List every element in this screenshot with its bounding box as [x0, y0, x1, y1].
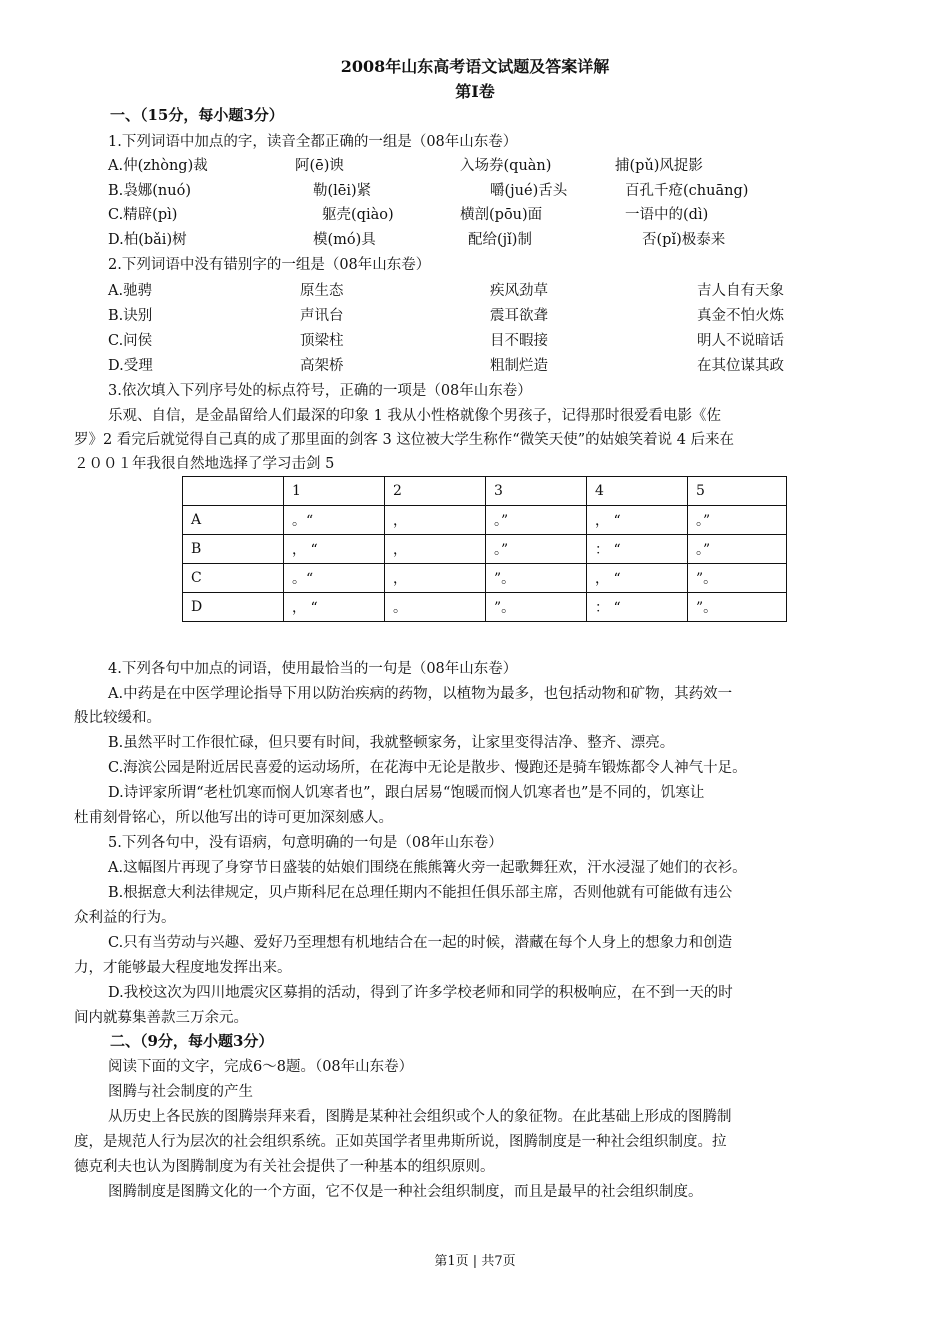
- page-footer: 第1页 | 共7页: [434, 1254, 516, 1269]
- article-line-1: 从历史上各民族的图腾崇拜来看，图腾是某种社会组织或个人的象征物。在此基础上形成的图腾制: [108, 1109, 732, 1125]
- q2-a-3: 疾风劲草: [490, 283, 548, 299]
- q4-line-5: D.诗评家所谓“老杜饥寒而悯人饥寒者也”，跟白居易“饱暖而悯人饥寒者也”是不同的，饥寒让: [108, 785, 705, 801]
- table-cell: ”。: [688, 593, 787, 622]
- document-subtitle: 第Ⅰ卷: [455, 82, 495, 101]
- table-cell: ， “: [284, 535, 385, 564]
- q1-b-4: 百孔千疮(chuāng): [625, 183, 749, 199]
- q1-b-3: 嚼(jué)舌头: [490, 183, 568, 199]
- q1-c-2: 躯壳(qiào): [322, 207, 394, 223]
- table-cell: ： “: [587, 593, 688, 622]
- q1-stem: 1.下列词语中加点的字，读音全都正确的一组是（08年山东卷）: [108, 134, 518, 150]
- table-cell: 。”: [688, 535, 787, 564]
- q2-d-4: 在其位谋其政: [697, 358, 784, 374]
- table-cell: [183, 477, 284, 506]
- q1-a-1: A.仲(zhòng)裁: [108, 158, 208, 174]
- table-cell: ，: [385, 535, 486, 564]
- table-cell: D: [183, 593, 284, 622]
- q1-c-3: 横剖(pōu)面: [460, 207, 543, 223]
- q3-punctuation-table: [182, 476, 787, 622]
- q4-line-4: C.海滨公园是附近居民喜爱的运动场所，在花海中无论是散步、慢跑还是骑车锻炼都令人神气十足。: [108, 760, 747, 776]
- table-cell: 2: [385, 477, 486, 506]
- q1-c-1: C.精辟(pì): [108, 207, 178, 223]
- q2-b-2: 声讯台: [300, 308, 344, 324]
- table-cell: B: [183, 535, 284, 564]
- table-cell: ： “: [587, 535, 688, 564]
- q3-passage-line-3: ２００１年我很自然地选择了学习击剑 5: [74, 456, 335, 472]
- article-line-4: 图腾制度是图腾文化的一个方面，它不仅是一种社会组织制度，而且是最早的社会组织制度。: [108, 1184, 703, 1200]
- q1-d-1: D.柏(bǎi)树: [108, 232, 187, 248]
- q2-c-2: 顶梁柱: [300, 333, 344, 349]
- article-line-3: 德克利夫也认为图腾制度为有关社会提供了一种基本的组织原则。: [74, 1159, 495, 1175]
- table-row: [183, 535, 787, 564]
- table-cell: 3: [486, 477, 587, 506]
- table-row: [183, 506, 787, 535]
- q2-a-4: 吉人自有天象: [697, 283, 784, 299]
- q5-line-2: B.根据意大利法律规定，贝卢斯科尼在总理任期内不能担任俱乐部主席，否则他就有可能做有违公: [108, 885, 733, 901]
- q1-b-2: 勒(lēi)紧: [313, 183, 372, 199]
- q2-d-1: D.受理: [108, 358, 153, 374]
- table-cell: ，: [385, 506, 486, 535]
- q2-d-2: 高架桥: [300, 358, 344, 374]
- table-cell: 。“: [284, 506, 385, 535]
- q4-stem: 4.下列各句中加点的词语，使用最恰当的一句是（08年山东卷）: [108, 661, 518, 677]
- table-cell: 。”: [688, 506, 787, 535]
- table-cell: ”。: [486, 564, 587, 593]
- table-cell: ”。: [688, 564, 787, 593]
- q1-a-4: 捕(pǔ)风捉影: [615, 158, 703, 174]
- table-cell: 。“: [284, 564, 385, 593]
- table-row: [183, 593, 787, 622]
- q2-c-4: 明人不说暗话: [697, 333, 784, 349]
- section-2-heading: 二、（9分，每小题3分）: [110, 1032, 274, 1050]
- q3-passage-line-1: 乐观、自信，是金晶留给人们最深的印象 1 我从小性格就像个男孩子，记得那时很爱看电影《佐: [108, 408, 721, 424]
- table-cell: 。”: [486, 506, 587, 535]
- table-cell: 1: [284, 477, 385, 506]
- table-cell: ， “: [284, 593, 385, 622]
- q1-d-2: 模(mó)具: [313, 232, 376, 248]
- q2-b-1: B.诀别: [108, 308, 153, 324]
- table-cell: 4: [587, 477, 688, 506]
- table-cell: 。”: [486, 535, 587, 564]
- table-cell: C: [183, 564, 284, 593]
- q2-d-3: 粗制烂造: [490, 358, 548, 374]
- table-cell: 。: [385, 593, 486, 622]
- q4-line-1: A.中药是在中医学理论指导下用以防治疾病的药物，以植物为最多，也包括动物和矿物，其药效一: [108, 686, 733, 702]
- article-title: 图腾与社会制度的产生: [108, 1084, 253, 1100]
- q5-line-7: 间内就募集善款三万余元。: [74, 1010, 248, 1026]
- q2-a-2: 原生态: [300, 283, 344, 299]
- table-header-row: [183, 477, 787, 506]
- table-cell: A: [183, 506, 284, 535]
- q5-line-6: D.我校这次为四川地震灾区募捐的活动，得到了许多学校老师和同学的积极响应，在不到一天的时: [108, 985, 733, 1001]
- q5-line-3: 众利益的行为。: [74, 910, 176, 926]
- table-cell: 5: [688, 477, 787, 506]
- document-title: 2008年山东高考语文试题及答案详解: [340, 57, 610, 76]
- article-line-2: 度，是规范人行为层次的社会组织系统。正如英国学者里弗斯所说，图腾制度是一种社会组织制度。拉: [74, 1134, 727, 1150]
- q1-c-4: 一语中的(dì): [625, 207, 709, 223]
- q2-b-4: 真金不怕火炼: [697, 308, 784, 324]
- q1-b-1: B.袅娜(nuó): [108, 183, 191, 199]
- q5-line-4: C.只有当劳动与兴趣、爱好乃至理想有机地结合在一起的时候，潜藏在每个人身上的想象力和创造: [108, 935, 733, 951]
- q1-d-3: 配给(jǐ)制: [468, 232, 532, 248]
- q2-c-1: C.问侯: [108, 333, 153, 349]
- q1-d-4: 否(pǐ)极泰来: [642, 232, 726, 248]
- section-1-heading: 一、（15分，每小题3分）: [110, 106, 284, 124]
- q2-a-1: A.驰骋: [108, 283, 153, 299]
- q1-a-3: 入场券(quàn): [460, 158, 552, 174]
- table-cell: ， “: [587, 564, 688, 593]
- q4-line-3: B.虽然平时工作很忙碌，但只要有时间，我就整顿家务，让家里变得洁净、整齐、漂亮。: [108, 735, 675, 751]
- q5-line-1: A.这幅图片再现了身穿节日盛装的姑娘们围绕在熊熊篝火旁一起歌舞狂欢，汗水浸湿了她们的衣衫。: [108, 860, 747, 876]
- section-2-intro: 阅读下面的文字，完成6～8题。（08年山东卷）: [108, 1059, 414, 1075]
- q5-stem: 5.下列各句中，没有语病，句意明确的一句是（08年山东卷）: [108, 835, 503, 851]
- q5-line-5: 力，才能够最大程度地发挥出来。: [74, 960, 292, 976]
- q4-line-6: 杜甫刻骨铭心，所以他写出的诗可更加深刻感人。: [74, 810, 393, 826]
- q1-a-2: 阿(ē)谀: [295, 158, 344, 174]
- q3-passage-line-2: 罗》2 看完后就觉得自己真的成了那里面的剑客 3 这位被大学生称作“微笑天使”的姑娘笑着说 4 后来在: [74, 432, 735, 448]
- q2-b-3: 震耳欲聋: [490, 308, 548, 324]
- q2-c-3: 目不暇接: [490, 333, 548, 349]
- table-row: [183, 564, 787, 593]
- q2-stem: 2.下列词语中没有错别字的一组是（08年山东卷）: [108, 257, 431, 273]
- q4-line-2: 般比较缓和。: [74, 710, 161, 726]
- table-cell: ”。: [486, 593, 587, 622]
- table-cell: ， “: [587, 506, 688, 535]
- q3-stem: 3.依次填入下列序号处的标点符号，正确的一项是（08年山东卷）: [108, 383, 532, 399]
- table-cell: ，: [385, 564, 486, 593]
